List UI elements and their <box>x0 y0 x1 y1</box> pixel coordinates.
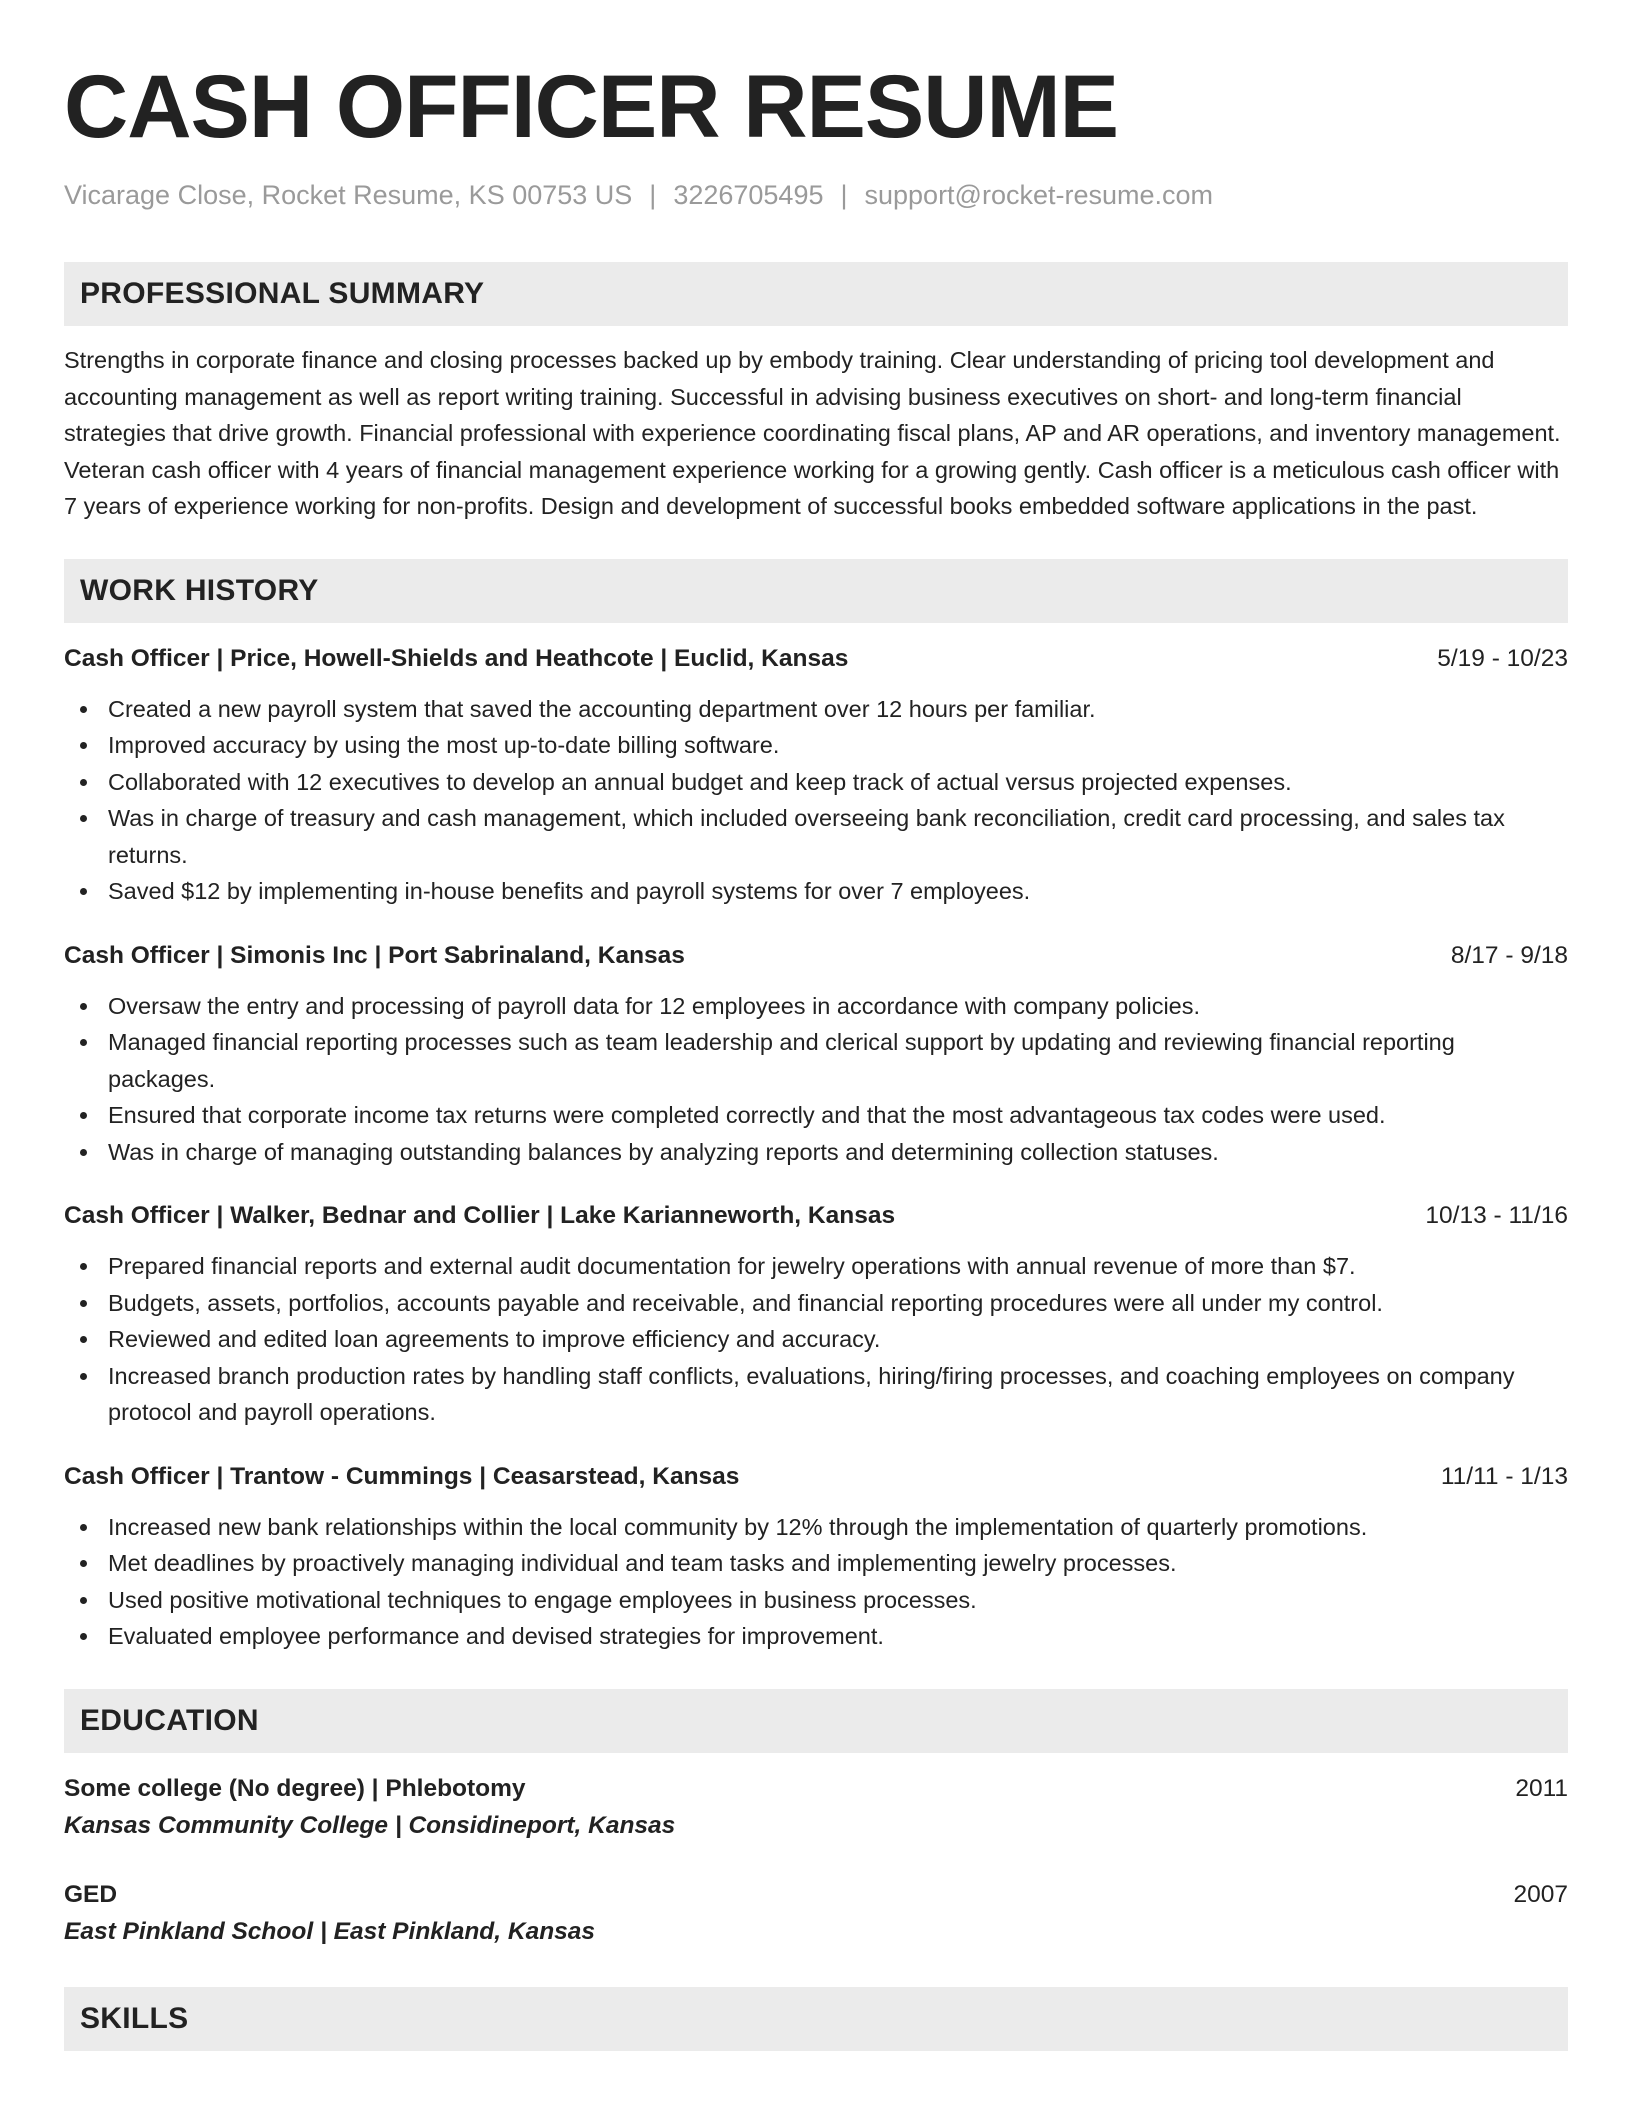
job-dates: 8/17 - 9/18 <box>1450 941 1568 969</box>
job-bullet <box>64 1134 1568 1171</box>
job-bullet-list <box>64 691 1568 910</box>
job-bullet <box>64 1509 1568 1546</box>
bullet-icon <box>80 1149 87 1156</box>
job-title: Cash Officer | Simonis Inc | Port Sabrinaland, Kansas <box>64 941 685 969</box>
job-bullet-text: Increased branch production rates by handling staff conflicts, evaluations, hiring/firing processes, and coaching employees on company protocol and payroll operations. <box>108 1362 1515 1425</box>
education-year: 2011 <box>1515 1774 1568 1802</box>
education-degree: Some college (No degree) | Phlebotomy <box>64 1774 526 1802</box>
job-bullet-text: Was in charge of managing outstanding balances by analyzing reports and determining collection statuses. <box>108 1138 1219 1165</box>
job-bullet <box>64 1618 1568 1655</box>
job-bullet-text: Increased new bank relationships within the local community by 12% through the implementation of quarterly promotions. <box>108 1513 1368 1540</box>
job-bullet-text: Oversaw the entry and processing of payroll data for 12 employees in accordance with company policies. <box>108 992 1201 1019</box>
job-bullet-text: Reviewed and edited loan agreements to improve efficiency and accuracy. <box>108 1326 881 1352</box>
job-entry <box>64 1459 1568 1655</box>
job-entry <box>64 938 1568 1171</box>
job-bullet-text: Managed financial reporting processes such as team leadership and clerical support by updating and reviewing financial reporting packages. <box>108 1029 1455 1092</box>
bullet-icon <box>80 1003 87 1010</box>
job-bullet-text: Saved $12 by implementing in-house benefits and payroll systems for over 7 employees. <box>108 878 1031 904</box>
bullet-icon <box>80 706 87 713</box>
summary-text: Strengths in corporate finance and closing processes backed up by embody training. Clear understanding of pricing tool development and accounting management as well as report writing training. Successful in advising business executives on short- and long-term financial strategies that drive growth. Financial professional with experience coordinating fiscal plans, AP and AR operations, and inventory management. Veteran cash officer with 4 years of financial management experience working for a growing gently. Cash officer is a meticulous cash officer with 7 years of experience working for non-profits. Design and development of successful books embedded software applications in the past. <box>64 347 1561 519</box>
job-bullet <box>64 691 1568 728</box>
job-dates: 5/19 - 10/23 <box>1437 644 1568 672</box>
job-title: Cash Officer | Trantow - Cummings | Ceasarstead, Kansas <box>64 1462 740 1490</box>
contact-separator: | <box>649 180 657 210</box>
job-bullet <box>64 1545 1568 1582</box>
contact-phone: 3226705495 <box>673 180 824 210</box>
job-bullet-text: Improved accuracy by using the most up-to-date billing software. <box>108 732 780 758</box>
education-degree: GED <box>64 1880 118 1908</box>
job-bullet <box>64 1024 1568 1097</box>
bullet-icon <box>80 1300 87 1307</box>
job-bullet <box>64 727 1568 764</box>
job-bullet-list <box>64 1248 1568 1431</box>
job-bullet-text: Was in charge of treasury and cash management, which included overseeing bank reconciliation, credit card processing, and sales tax returns. <box>108 805 1505 868</box>
job-heading-row <box>64 938 1568 974</box>
job-dates: 10/13 - 11/16 <box>1425 1202 1568 1229</box>
job-heading-row <box>64 1198 1568 1234</box>
resume-title: CASH OFFICER RESUME <box>64 56 1118 156</box>
bullet-icon <box>80 1597 87 1604</box>
job-bullet <box>64 1582 1568 1619</box>
education-school: East Pinkland School | East Pinkland, Kansas <box>64 1917 596 1945</box>
job-bullet-list <box>64 988 1568 1171</box>
education-year: 2007 <box>1513 1880 1568 1908</box>
education-heading-row <box>64 1877 1568 1913</box>
job-bullet-text: Budgets, assets, portfolios, accounts payable and receivable, and financial reporting procedures were all under my control. <box>108 1289 1383 1316</box>
job-dates: 11/11 - 1/13 <box>1440 1462 1568 1490</box>
job-bullet-text: Ensured that corporate income tax returns were completed correctly and that the most advantageous tax codes were used. <box>108 1102 1386 1128</box>
bullet-icon <box>80 779 87 786</box>
education-heading-row <box>64 1771 1568 1807</box>
job-bullet-text: Collaborated with 12 executives to develop an annual budget and keep track of actual versus projected expenses. <box>108 768 1292 795</box>
job-title: Cash Officer | Walker, Bednar and Collier | Lake Karianneworth, Kansas <box>64 1202 896 1229</box>
contact-email: support@rocket-resume.com <box>864 180 1214 210</box>
bullet-icon <box>80 1373 87 1380</box>
job-bullet-text: Created a new payroll system that saved the accounting department over 12 hours per familiar. <box>108 695 1096 722</box>
job-bullet-text: Met deadlines by proactively managing individual and team tasks and implementing jewelry processes. <box>108 1550 1177 1576</box>
job-entry <box>64 641 1568 910</box>
contact-separator: | <box>840 180 848 210</box>
section-header-skills: SKILLS <box>64 1987 1568 2051</box>
job-bullet-list <box>64 1509 1568 1655</box>
job-bullet-text: Evaluated employee performance and devised strategies for improvement. <box>108 1623 884 1649</box>
job-heading-row <box>64 641 1568 677</box>
job-bullet-text: Used positive motivational techniques to engage employees in business processes. <box>108 1586 977 1613</box>
bullet-icon <box>80 1633 87 1640</box>
bullet-icon <box>80 742 87 749</box>
contact-address: Vicarage Close, Rocket Resume, KS 00753 US <box>64 180 633 210</box>
section-header-work-history: WORK HISTORY <box>64 559 1568 623</box>
bullet-icon <box>80 1560 87 1567</box>
job-bullet <box>64 764 1568 801</box>
education-entry <box>64 1877 1568 1951</box>
job-bullet <box>64 1097 1568 1134</box>
section-header-summary: PROFESSIONAL SUMMARY <box>64 262 1568 326</box>
education-school: Kansas Community College | Considineport, Kansas <box>64 1811 676 1839</box>
job-title: Cash Officer | Price, Howell-Shields and Heathcote | Euclid, Kansas <box>64 644 849 672</box>
job-heading-row <box>64 1459 1568 1495</box>
job-bullet <box>64 988 1568 1025</box>
bullet-icon <box>80 1112 87 1119</box>
job-bullet-text: Prepared financial reports and external audit documentation for jewelry operations with annual revenue of more than $7. <box>108 1253 1356 1279</box>
bullet-icon <box>80 1263 87 1270</box>
bullet-icon <box>80 1524 87 1531</box>
bullet-icon <box>80 1039 87 1046</box>
bullet-icon <box>80 815 87 822</box>
job-bullet <box>64 1358 1568 1431</box>
bullet-icon <box>80 888 87 895</box>
job-bullet <box>64 1321 1568 1358</box>
job-bullet <box>64 873 1568 910</box>
job-bullet <box>64 800 1568 873</box>
job-bullet <box>64 1248 1568 1285</box>
education-entry <box>64 1771 1568 1845</box>
section-header-education: EDUCATION <box>64 1689 1568 1753</box>
job-entry <box>64 1198 1568 1431</box>
contact-line <box>64 178 1568 212</box>
bullet-icon <box>80 1336 87 1343</box>
job-bullet <box>64 1285 1568 1322</box>
